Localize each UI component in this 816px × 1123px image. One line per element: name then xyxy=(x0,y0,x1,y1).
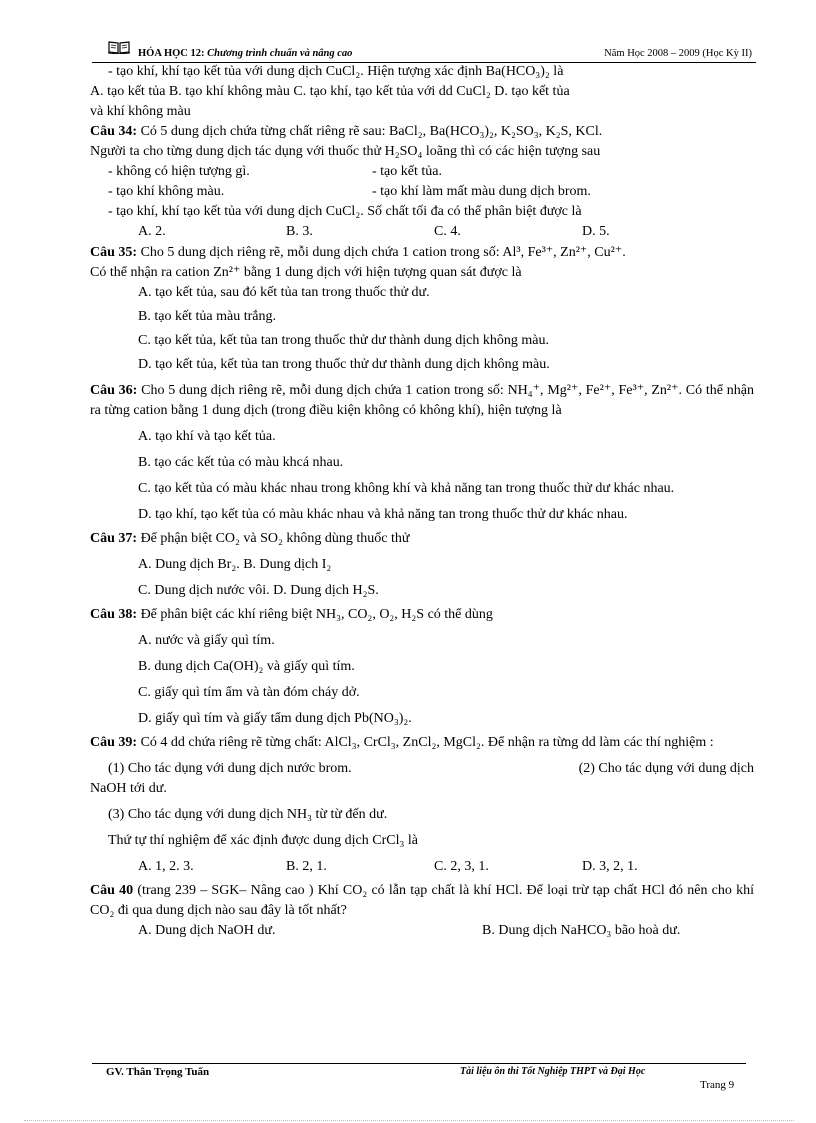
question-36-option-b: B. tạo các kết tủa có màu khcá nhau. xyxy=(138,455,344,470)
option-d: D. 5. xyxy=(582,224,610,239)
question-40-options xyxy=(90,921,754,941)
question-38-option-c: C. giấy quì tím ẩm và tàn đóm cháy dở. xyxy=(138,685,360,700)
page-content xyxy=(90,62,754,941)
experiment-2-cont: NaOH tới dư. xyxy=(90,781,167,796)
option-b: B. 2, 1. xyxy=(286,859,327,874)
question-40-text: (trang 239 – SGK– Nâng cao ) Khí CO₂ có lẫn tạp chất là khí HCl. Để loại trừ tạp chất HCl đó nên cho khí CO₂ đi qua dung dịch nào sau đây là tốt nhất? xyxy=(90,883,755,918)
experiment-1: (1) Cho tác dụng với dung dịch nước brom. xyxy=(108,761,352,776)
phenomenon-4: - tạo khí làm mất màu dung dịch brom. xyxy=(372,184,591,199)
subject-label: HÓA HỌC 12: xyxy=(138,48,205,59)
footer-divider xyxy=(92,1063,746,1064)
question-36-option-d: D. tạo khí, tạo kết tủa có màu khác nhau và khả năng tan trong thuốc thử dư khác nhau. xyxy=(138,507,628,522)
question-39-stem xyxy=(90,733,754,753)
question-34-phenomena-row-1 xyxy=(90,162,754,182)
option-d: D. 3, 2, 1. xyxy=(582,859,638,874)
question-38-text: Để phân biệt các khí riêng biệt NH₃, CO₂, O₂, H₂S có thể dùng xyxy=(137,607,493,622)
question-35-option-d: D. tạo kết tủa, kết tủa tan trong thuốc thử dư thành dung dịch không màu. xyxy=(138,357,550,372)
question-40-label: Câu 40 xyxy=(90,883,134,898)
option-b: B. Dung dịch NaHCO₃ bão hoà dư. xyxy=(482,923,681,938)
option-a: A. 2. xyxy=(138,224,166,239)
phenomenon-5: - tạo khí, khí tạo kết tủa với dung dịch CuCl₂. Số chất tối đa có thể phân biệt được là xyxy=(108,204,582,219)
question-36-option-a: A. tạo khí và tạo kết tủa. xyxy=(138,429,276,444)
question-37-options-cd: C. Dung dịch nước vôi. D. Dung dịch H₂S. xyxy=(138,583,379,598)
question-34-phenomena-row-2 xyxy=(90,182,754,202)
question-37-stem xyxy=(90,529,754,549)
question-34-stem-2: Người ta cho từng dung dịch tác dụng với thuốc thử H₂SO₄ loãng thì có các hiện tượng sau xyxy=(90,144,601,159)
question-34-stem xyxy=(90,122,754,142)
prev-question-options: A. tạo kết tủa B. tạo khí không màu C. tạo khí, tạo kết tủa với dd CuCl₂ D. tạo kết tủa xyxy=(90,84,570,99)
phenomenon-2: - tạo kết tủa. xyxy=(372,164,442,179)
question-34-options xyxy=(90,222,754,242)
question-34-text: Có 5 dung dịch chứa từng chất riêng rẽ sau: BaCl₂, Ba(HCO₃)₂, K₂SO₃, K₂S, KCl. xyxy=(137,124,603,139)
question-34-label: Câu 34: xyxy=(90,124,138,139)
question-35-option-c: C. tạo kết tủa, kết tủa tan trong thuốc thử dư thành dung dịch không màu. xyxy=(138,333,549,348)
question-35-stem-2: Có thể nhận ra cation Zn²⁺ bằng 1 dung dịch với hiện tượng quan sát được là xyxy=(90,265,522,280)
question-35-label: Câu 35: xyxy=(90,245,138,260)
question-36-text: Cho 5 dung dịch riêng rẽ, mỗi dung dịch chứa 1 cation trong số: NH₄⁺, Mg²⁺, Fe²⁺, Fe³⁺, Zn²⁺. Có thể nhận ra từng cation bằng 1 dung dịch (trong điều kiện không có không khí), hiện tượng là xyxy=(90,383,754,418)
question-38-option-d: D. giấy quì tím và giấy tẩm dung dịch Pb(NO₃)₂. xyxy=(138,711,412,726)
option-c: C. 2, 3, 1. xyxy=(434,859,489,874)
footer-author: GV. Thân Trọng Tuấn xyxy=(106,1066,210,1078)
question-35-option-a: A. tạo kết tủa, sau đó kết tủa tan trong thuốc thử dư. xyxy=(138,285,430,300)
prev-question-options-cont: và khí không màu xyxy=(90,104,191,119)
phenomenon-1: - không có hiện tượng gì. xyxy=(108,164,250,179)
question-39-options xyxy=(90,857,754,877)
question-38-option-b: B. dung dịch Ca(OH)₂ và giấy quì tím. xyxy=(138,659,355,674)
experiment-3: (3) Cho tác dụng với dung dịch NH₃ từ từ đến dư. xyxy=(108,807,388,822)
question-36-stem xyxy=(90,381,754,421)
page-bottom-divider xyxy=(24,1120,794,1121)
experiment-2: (2) Cho tác dụng với dung dịch xyxy=(578,761,754,776)
question-36-option-c: C. tạo kết tủa có màu khác nhau trong không khí và khả năng tan trong thuốc thử dư khác nhau. xyxy=(138,481,675,496)
option-a: A. Dung dịch NaOH dư. xyxy=(138,923,276,938)
question-39-order: Thứ tự thí nghiệm để xác định được dung dịch CrCl₃ là xyxy=(108,833,418,848)
phenomenon-3: - tạo khí không màu. xyxy=(108,184,225,199)
question-37-options-ab: A. Dung dịch Br₂. B. Dung dịch I₂ xyxy=(138,557,332,572)
question-38-stem xyxy=(90,605,754,625)
question-37-text: Để phận biệt CO₂ và SO₂ không dùng thuốc thử xyxy=(137,531,410,546)
question-39-label: Câu 39: xyxy=(90,735,138,750)
prev-question-line: - tạo khí, khí tạo kết tủa với dung dịch CuCl₂. Hiện tượng xác định Ba(HCO₃)₂ là xyxy=(108,64,564,79)
page-header xyxy=(92,40,756,63)
book-icon xyxy=(108,40,130,54)
footer-title: Tài liệu ôn thi Tốt Nghiệp THPT và Đại Học xyxy=(460,1066,646,1077)
question-38-option-a: A. nước và giấy quì tím. xyxy=(138,633,275,648)
question-39-text: Có 4 dd chứa riêng rẽ từng chất: AlCl₃, CrCl₃, ZnCl₂, MgCl₂. Để nhận ra từng dd làm các thí nghiệm : xyxy=(137,735,714,750)
question-35-stem xyxy=(90,243,754,263)
question-37-label: Câu 37: xyxy=(90,531,138,546)
question-36-label: Câu 36: xyxy=(90,383,138,398)
option-b: B. 3. xyxy=(286,224,313,239)
question-39-experiments-row xyxy=(90,759,754,779)
option-c: C. 4. xyxy=(434,224,461,239)
question-35-option-b: B. tạo kết tủa màu trắng. xyxy=(138,309,277,324)
option-a: A. 1, 2. 3. xyxy=(138,859,194,874)
question-35-text: Cho 5 dung dịch riêng rẽ, mỗi dung dịch chứa 1 cation trong số: Al³, Fe³⁺, Zn²⁺, Cu²⁺. xyxy=(137,245,626,260)
question-40-stem xyxy=(90,881,754,921)
header-year: Năm Học 2008 – 2009 (Học Kỳ II) xyxy=(604,48,752,59)
program-label: Chương trình chuẩn và nâng cao xyxy=(207,48,353,59)
header-subject xyxy=(138,48,352,59)
question-38-label: Câu 38: xyxy=(90,607,138,622)
page-number: Trang 9 xyxy=(700,1079,735,1091)
